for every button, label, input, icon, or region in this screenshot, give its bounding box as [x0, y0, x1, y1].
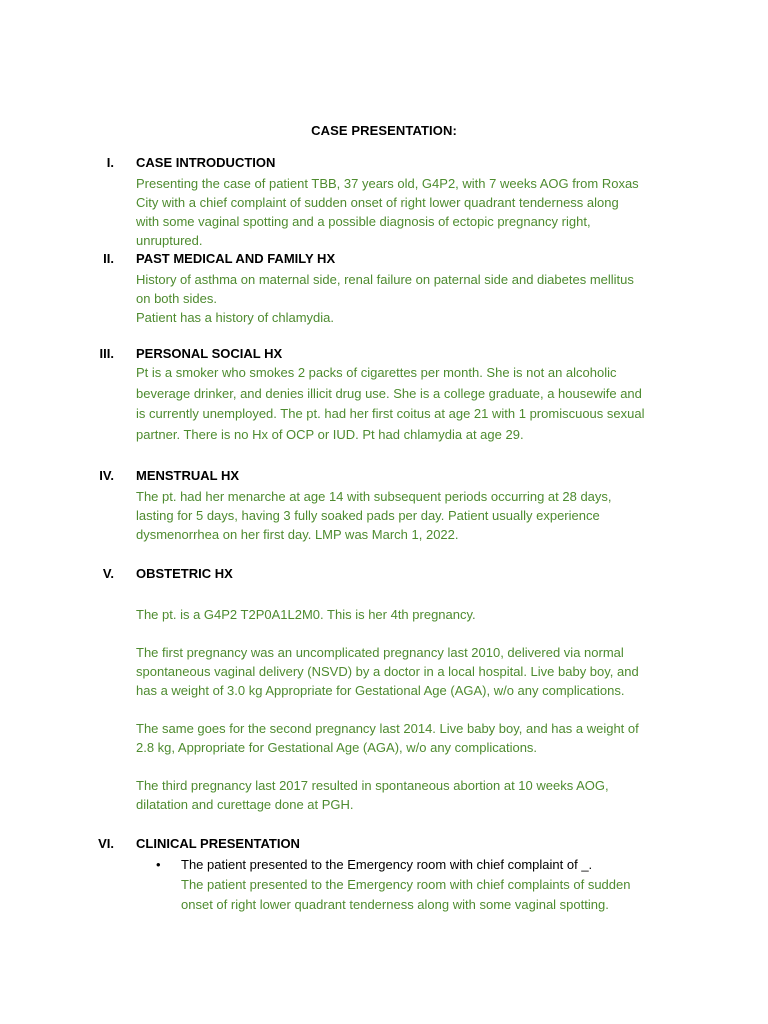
body-line: The patient presented to the Emergency room with chief complaints of sudden [181, 877, 631, 892]
obstetric-paragraph [136, 605, 696, 624]
section-heading: MENSTRUAL HX [136, 468, 240, 483]
body-line: spontaneous vaginal delivery (NSVD) by a doctor in a local hospital. Live baby boy, and [136, 664, 639, 679]
body-line: City with a chief complaint of sudden onset of right lower quadrant tenderness along [136, 195, 619, 210]
body-line: beverage drinker, and denies illicit drug use. She is a college graduate, a housewife and [136, 385, 642, 401]
section-heading: PAST MEDICAL AND FAMILY HX [136, 251, 336, 266]
body-line: on both sides. [136, 291, 217, 306]
body-line: unruptured. [136, 233, 203, 248]
obstetric-paragraph [136, 776, 696, 814]
section-body [136, 174, 696, 250]
body-line: onset of right lower quadrant tenderness along with some vaginal spotting. [181, 897, 609, 912]
section-numeral: V. [102, 566, 114, 581]
body-line: History of asthma on maternal side, renal failure on paternal side and diabetes mellitus [136, 272, 634, 287]
section-heading: CASE INTRODUCTION [136, 155, 276, 170]
body-line: 2.8 kg, Appropriate for Gestational Age (AGA), w/o any complications. [136, 740, 538, 755]
section-body [136, 270, 696, 327]
section-heading: CLINICAL PRESENTATION [136, 836, 300, 851]
body-line: dysmenorrhea on her first day. LMP was March 1, 2022. [136, 527, 459, 542]
body-line: lasting for 5 days, having 3 fully soaked pads per day. Patient usually experience [136, 508, 600, 523]
body-line: with some vaginal spotting and a possible diagnosis of ectopic pregnancy right, [136, 214, 591, 229]
obstetric-paragraph [136, 719, 696, 757]
section-numeral: IV. [99, 468, 114, 483]
body-line: Pt is a smoker who smokes 2 packs of cigarettes per month. She is not an alcoholic [136, 365, 617, 380]
body-line: has a weight of 3.0 kg Appropriate for Gestational Age (AGA), w/o any complications. [136, 683, 625, 698]
section-body [136, 487, 696, 544]
body-line: Presenting the case of patient TBB, 37 years old, G4P2, with 7 weeks AOG from Roxas [136, 176, 639, 191]
body-line: The same goes for the second pregnancy last 2014. Live baby boy, and has a weight of [136, 721, 639, 736]
body-line: The third pregnancy last 2017 resulted in spontaneous abortion at 10 weeks AOG, [136, 778, 609, 793]
body-line: The pt. is a G4P2 T2P0A1L2M0. This is her 4th pregnancy. [136, 607, 476, 622]
body-line: is currently unemployed. The pt. had her first coitus at age 21 with 1 promiscuous sexual [136, 406, 645, 421]
section-numeral: I. [106, 155, 114, 170]
section-numeral: VI. [98, 836, 114, 851]
body-line: The pt. had her menarche at age 14 with subsequent periods occurring at 28 days, [136, 489, 612, 504]
obstetric-paragraph [136, 643, 696, 700]
body-line: The first pregnancy was an uncomplicated pregnancy last 2010, delivered via normal [136, 645, 624, 660]
bullet-prompt: The patient presented to the Emergency room with chief complaint of _. [181, 857, 593, 872]
page-title: CASE PRESENTATION: [311, 123, 457, 138]
body-line: partner. There is no Hx of OCP or IUD. Pt had chlamydia at age 29. [136, 426, 524, 442]
section-heading: OBSTETRIC HX [136, 566, 233, 581]
body-line: dilatation and curettage done at PGH. [136, 797, 354, 812]
section-body [136, 363, 696, 445]
bullet-answer [181, 875, 701, 915]
section-numeral: III. [99, 346, 114, 361]
section-heading: PERSONAL SOCIAL HX [136, 346, 283, 361]
body-line: Patient has a history of chlamydia. [136, 310, 334, 325]
section-numeral: II. [103, 251, 114, 266]
bullet-marker: • [156, 857, 161, 872]
